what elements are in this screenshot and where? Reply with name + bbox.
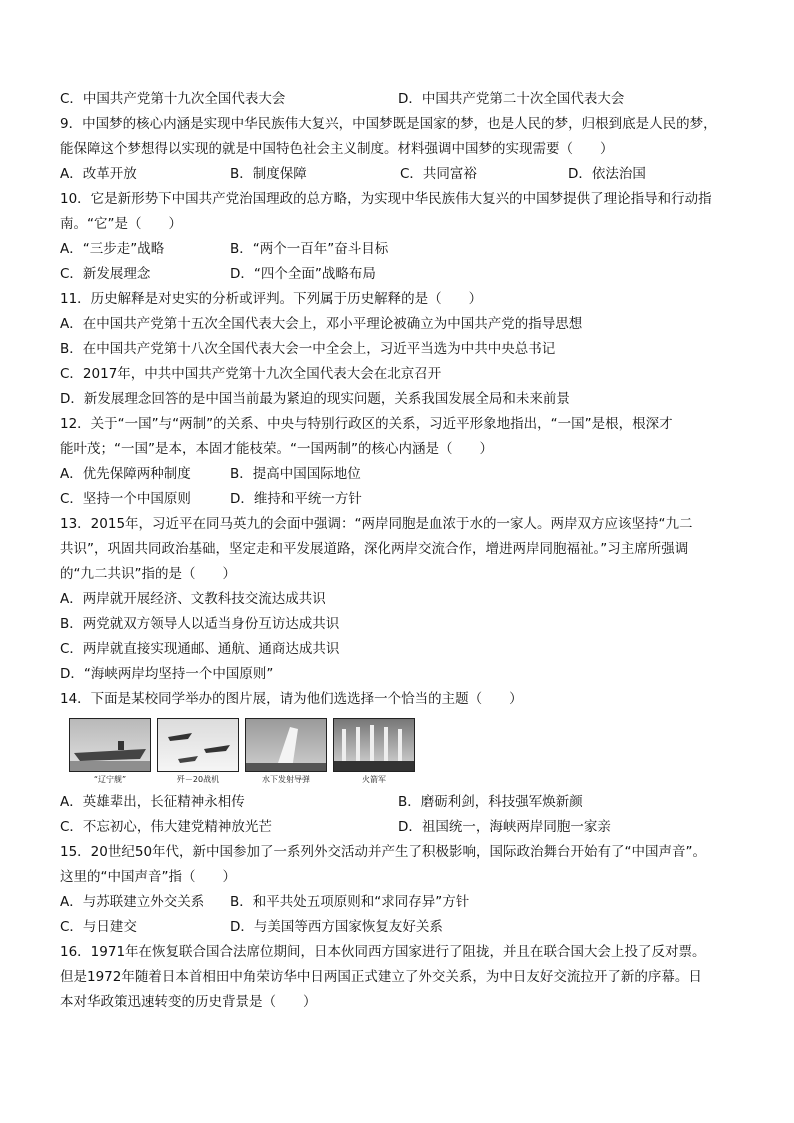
missile-launch-photo <box>245 718 327 772</box>
option-a: A．优先保障两种制度 <box>60 466 191 482</box>
option-c: C．2017年，中共中国共产党第十九次全国代表大会在北京召开 <box>60 366 442 382</box>
photo-caption: 火箭军 <box>362 775 386 784</box>
option-d: D．与美国等西方国家恢复友好关系 <box>230 919 443 935</box>
option-c: C．不忘初心，伟大建党精神放光芒 <box>60 819 272 835</box>
option-d: D．依法治国 <box>568 166 646 182</box>
question-15: 15．20世纪50年代，新中国参加了一系列外交活动并产生了积极影响，国际政治舞台开始有了“中国声音”。 <box>60 844 707 860</box>
question-12-cont: 能叶茂；“一国”是本，本固才能枝荣。“一国两制”的核心内涵是（ ） <box>60 441 493 457</box>
options-row <box>60 262 750 287</box>
photo-item <box>334 718 414 788</box>
question-13-cont: 共识”，巩固共同政治基础，坚定走和平发展道路，深化两岸交流合作，增进两岸同胞福祉。”习主席所强调 <box>60 541 689 557</box>
option-d: D．“海峡两岸均坚持一个中国原则” <box>60 666 274 682</box>
option-d: D．“四个全面”战略布局 <box>230 266 376 282</box>
aircraft-carrier-photo <box>69 718 151 772</box>
question-11: 11．历史解释是对史实的分析或评判。下列属于历史解释的是（ ） <box>60 291 483 307</box>
options-row <box>60 87 750 112</box>
option-b: B．提高中国国际地位 <box>230 466 361 482</box>
photo-item <box>246 718 326 788</box>
question-16-cont: 但是1972年随着日本首相田中角荣访华中日两国正式建立了外交关系，为中日友好交流拉开了新的序幕。日 <box>60 969 702 985</box>
photo-caption: 水下发射导弹 <box>262 775 310 784</box>
option-d: D．祖国统一，海峡两岸同胞一家亲 <box>398 819 611 835</box>
option-b: B．“两个一百年”奋斗目标 <box>230 241 389 257</box>
photo-caption: 歼－20战机 <box>176 775 220 784</box>
question-9: 9．中国梦的核心内涵是实现中华民族伟大复兴，中国梦既是国家的梦，也是人民的梦，归根到底是人民的梦， <box>60 116 717 132</box>
question-10-cont: 南。“它”是（ ） <box>60 216 182 232</box>
options-row <box>60 462 750 487</box>
question-16: 16．1971年在恢复联合国合法席位期间，日本伙同西方国家进行了阻拢，并且在联合国大会上投了反对票。 <box>60 944 706 960</box>
options-row <box>60 890 750 915</box>
option-a: A．在中国共产党第十五次全国代表大会上，邓小平理论被确立为中国共产党的指导思想 <box>60 316 583 332</box>
option-b: B．和平共处五项原则和“求同存异”方针 <box>230 894 470 910</box>
question-14: 14．下面是某校同学举办的图片展，请为他们选选择一个恰当的主题（ ） <box>60 691 523 707</box>
photo-caption: “辽宁舰” <box>93 775 127 784</box>
options-row <box>60 790 750 815</box>
option-d: D．新发展理念回答的是中国当前最为紧迫的现实问题，关系我国发展全局和未来前景 <box>60 391 570 407</box>
rocket-force-photo <box>333 718 415 772</box>
question-10: 10．它是新形势下中国共产党治国理政的总方略，为实现中华民族伟大复兴的中国梦提供了理论指导和行动指 <box>60 191 712 207</box>
option-a: A．两岸就开展经济、文教科技交流达成共识 <box>60 591 326 607</box>
fighter-jets-photo <box>157 718 239 772</box>
exam-page <box>60 87 750 1015</box>
question-13: 13．2015年，习近平在同马英九的会面中强调：“两岸同胞是血浓于水的一家人。两岸双方应该坚持“九二 <box>60 516 693 532</box>
options-row <box>60 815 750 840</box>
option-c: C．共同富裕 <box>400 166 477 182</box>
option-d: D．维持和平统一方针 <box>230 491 362 507</box>
option-c: C．与日建交 <box>60 919 137 935</box>
options-row <box>60 162 750 187</box>
option-a: A．英雄辈出，长征精神永相传 <box>60 794 245 810</box>
option-c: C．坚持一个中国原则 <box>60 491 191 507</box>
question-16-cont: 本对华政策迅速转变的历史背景是（ ） <box>60 994 317 1010</box>
option-d: D．中国共产党第二十次全国代表大会 <box>398 91 625 107</box>
option-a: A．“三步走”战略 <box>60 241 165 257</box>
question-9-cont: 能保障这个梦想得以实现的就是中国特色社会主义制度。材料强调中国梦的实现需要（ ） <box>60 141 614 157</box>
photo-exhibit <box>70 718 750 788</box>
options-row <box>60 487 750 512</box>
option-c: C．两岸就直接实现通邮、通航、通商达成共识 <box>60 641 340 657</box>
option-a: A．改革开放 <box>60 166 137 182</box>
option-b: B．两党就双方领导人以适当身份互访达成共识 <box>60 616 340 632</box>
option-c: C．中国共产党第十九次全国代表大会 <box>60 91 286 107</box>
option-c: C．新发展理念 <box>60 266 151 282</box>
question-15-cont: 这里的“中国声音”指（ ） <box>60 869 236 885</box>
options-row <box>60 915 750 940</box>
option-b: B．制度保障 <box>230 166 307 182</box>
photo-item <box>70 718 150 788</box>
option-b: B．在中国共产党第十八次全国代表大会一中全会上，习近平当选为中共中央总书记 <box>60 341 556 357</box>
question-12: 12．关于“一国”与“两制”的关系、中央与特别行政区的关系，习近平形象地指出，“一国”是根，根深才 <box>60 416 673 432</box>
options-row <box>60 237 750 262</box>
question-13-cont: 的“九二共识”指的是（ ） <box>60 566 236 582</box>
option-a: A．与苏联建立外交关系 <box>60 894 205 910</box>
option-b: B．磨砺利剑，科技强军焕新颜 <box>398 794 583 810</box>
photo-item <box>158 718 238 788</box>
